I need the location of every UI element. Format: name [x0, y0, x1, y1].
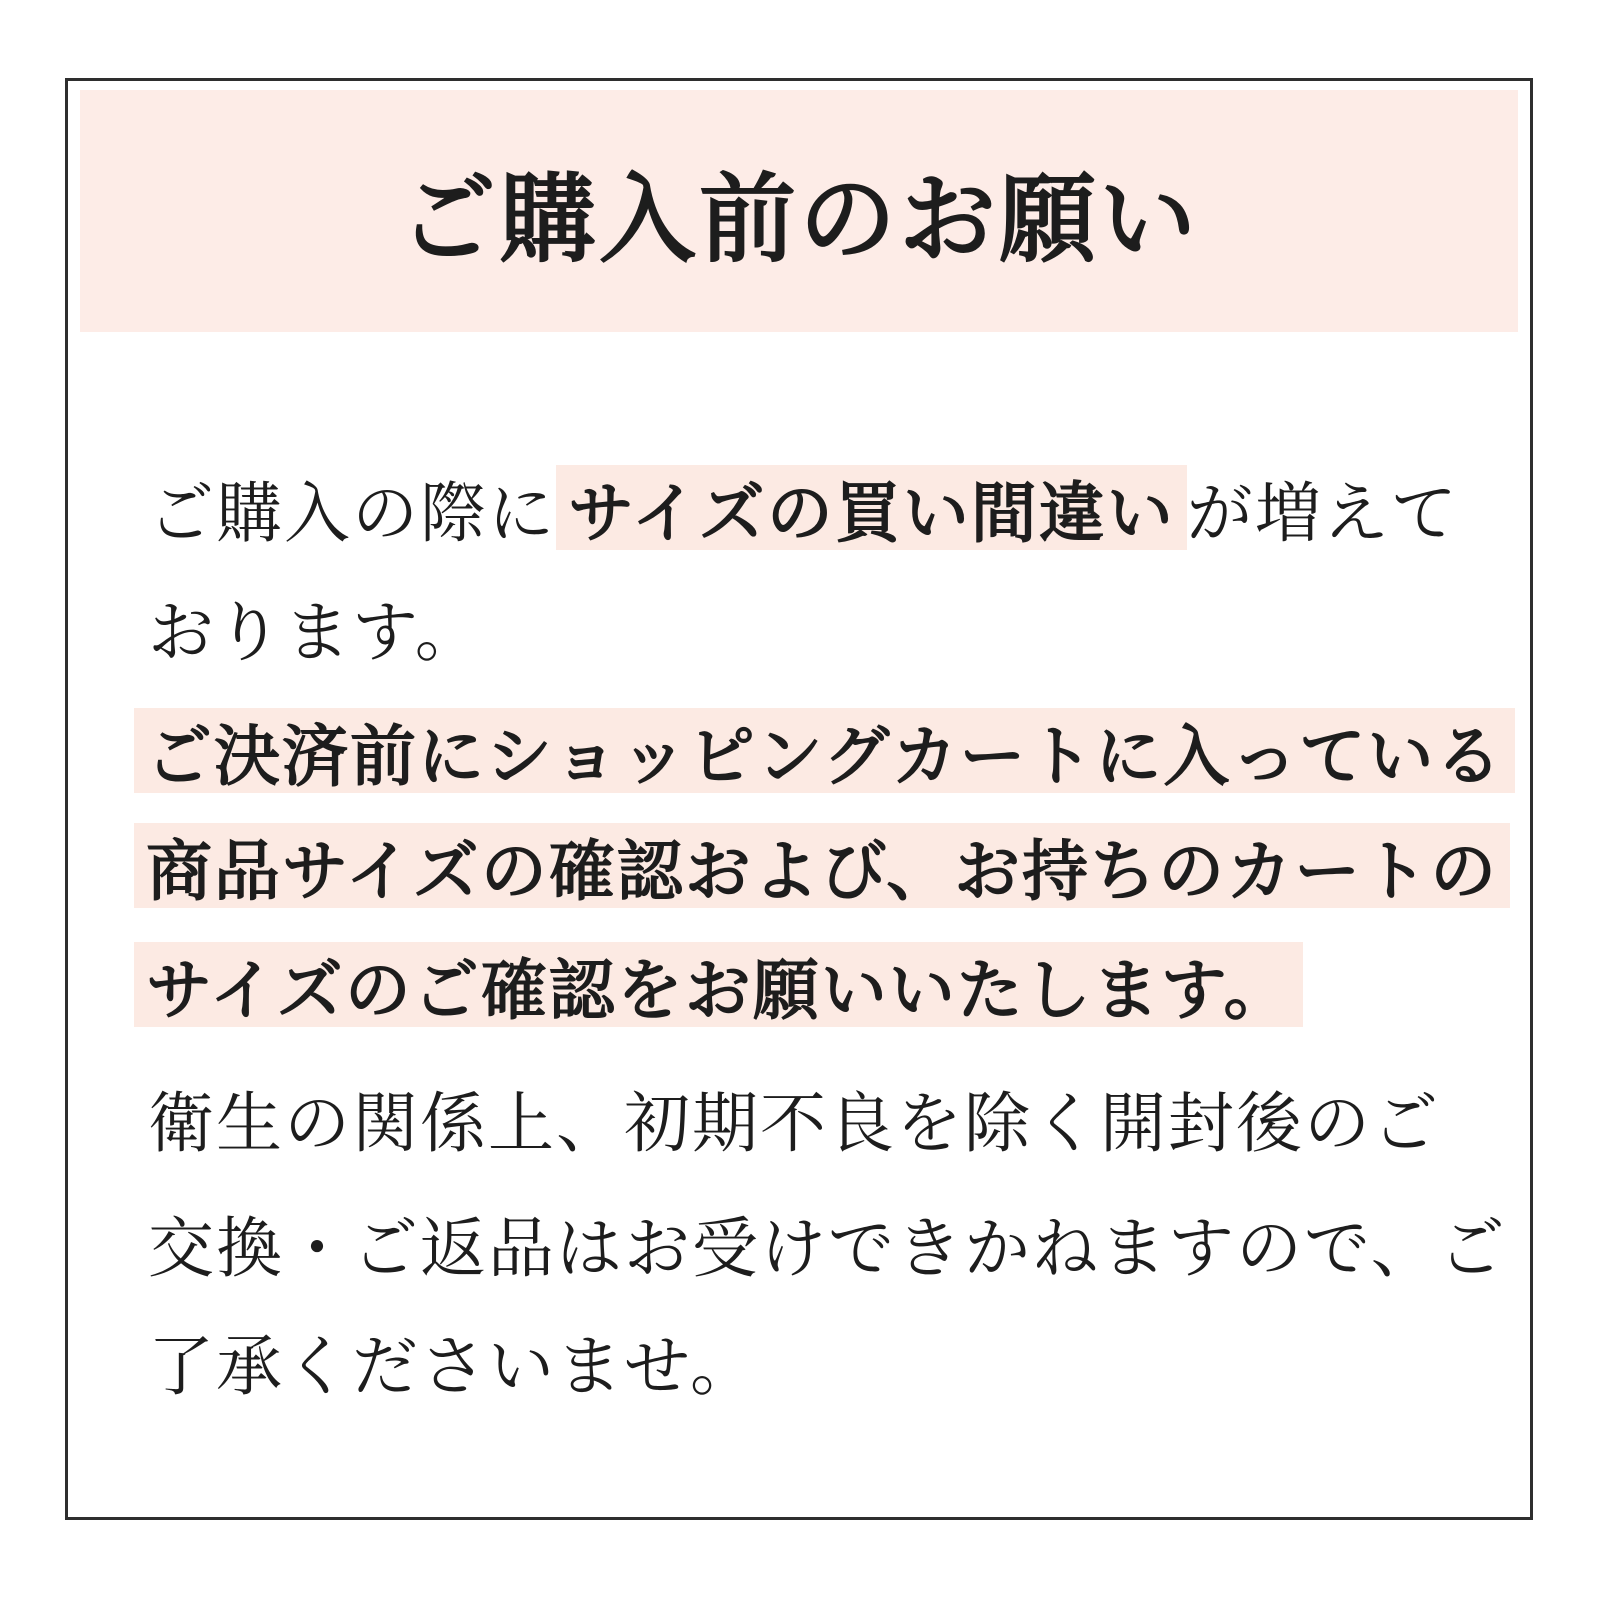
paragraph3-line1: [148, 1075, 1440, 1160]
paragraph2-line3: [148, 942, 1303, 1027]
text-segment: 了承くださいませ。: [148, 1329, 759, 1403]
highlighted-text: ご決済前にショッピングカートに入っている: [134, 708, 1515, 793]
text-segment: が増えて: [1186, 476, 1459, 550]
notice-frame: [65, 78, 1533, 1520]
text-segment: ご購入の際に: [148, 476, 556, 550]
text-segment: おります。: [148, 595, 483, 669]
highlighted-text: 商品サイズの確認および、お持ちのカートの: [134, 823, 1510, 908]
title-band: [80, 90, 1518, 332]
text-segment: 交換・ご返品はお受けできかねますので、ご: [148, 1211, 1507, 1285]
page-title: ご購入前のお願い: [399, 165, 1199, 274]
paragraph2-line1: [148, 708, 1515, 793]
paragraph2-line2: [148, 823, 1510, 908]
paragraph3-line3: [148, 1318, 758, 1403]
highlighted-text: サイズのご確認をお願いいたします。: [134, 942, 1303, 1027]
paragraph1-line2: [148, 584, 483, 669]
paragraph1-line1: [148, 465, 1459, 550]
paragraph3-line2: [148, 1200, 1507, 1285]
text-segment: 衛生の関係上、初期不良を除く開封後のご: [148, 1086, 1440, 1160]
highlighted-text: サイズの買い間違い: [556, 465, 1187, 550]
